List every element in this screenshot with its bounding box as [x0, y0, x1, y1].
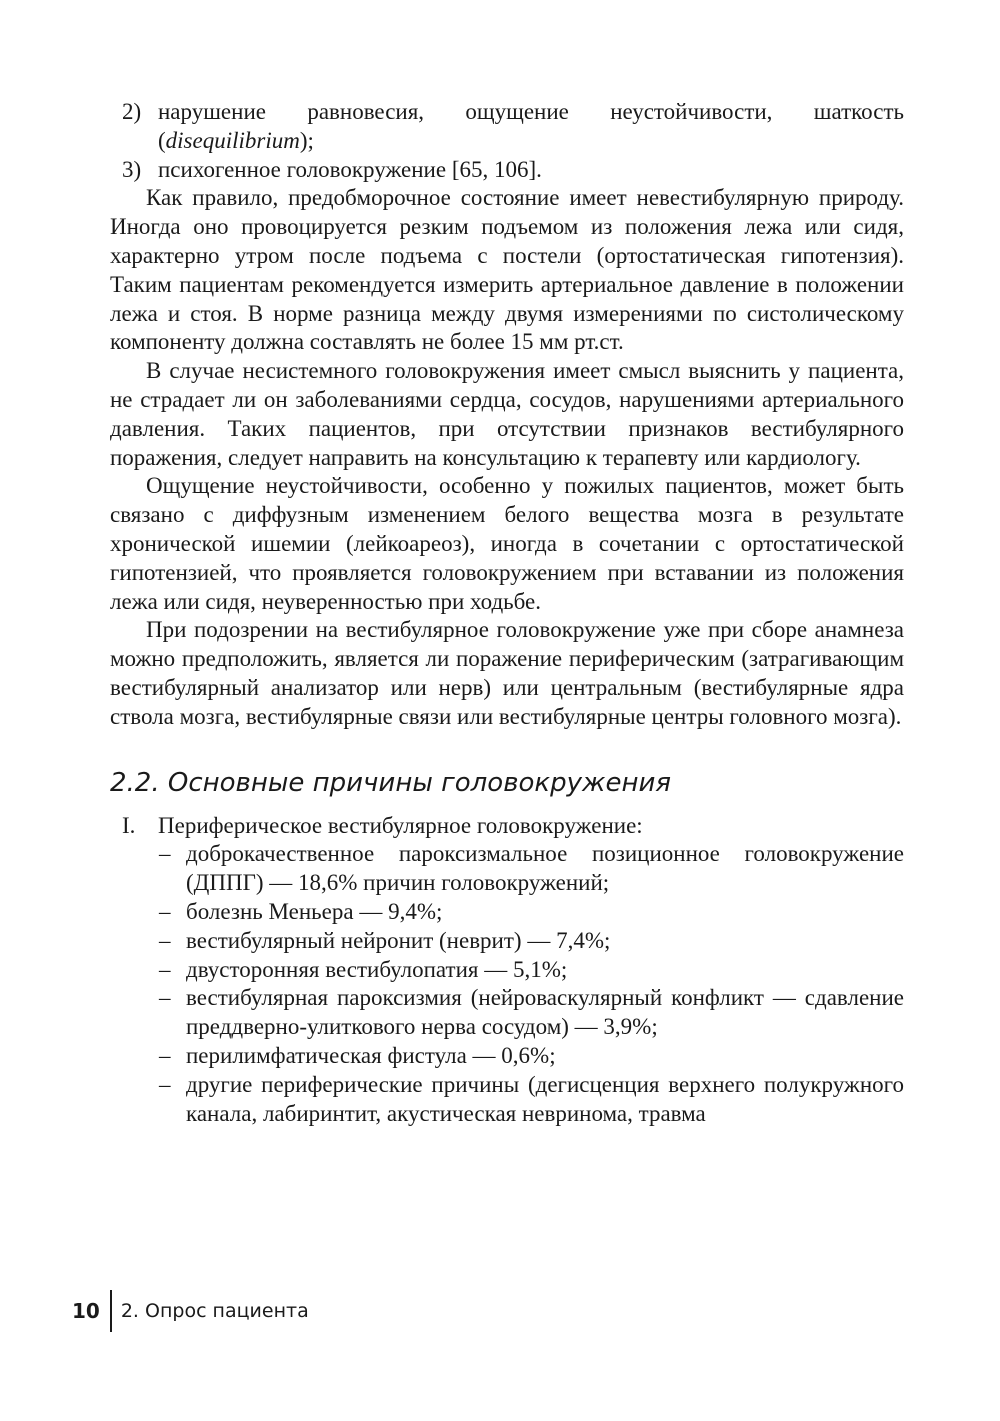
list-item-text: перилимфатическая фистула — 0,6%; [186, 1042, 556, 1068]
list-item-text: вестибулярный нейронит (неврит) — 7,4%; [186, 927, 611, 953]
running-title: 2. Опрос пациента [120, 1300, 309, 1322]
dash-bullet: – [159, 841, 171, 867]
list-item [159, 927, 904, 956]
list-item-text: другие периферические причины (дегисценция верхнего полукружного канала, лабиринтит, акустическая невринома, травма [186, 1071, 904, 1126]
list-item [159, 984, 904, 1042]
roman-item-text: Периферическое вестибулярное головокружение: [158, 812, 643, 838]
item-text-tail: ); [299, 127, 314, 153]
item-text: нарушение равновесия, ощущение неустойчивости, шаткость ( [158, 99, 904, 153]
item-text: психогенное головокружение [65, 106]. [158, 156, 542, 182]
dash-bullet: – [159, 1042, 171, 1068]
page-number: 10 [72, 1299, 100, 1323]
dash-bullet: – [159, 927, 171, 953]
list-item [159, 898, 904, 927]
dash-bullet: – [159, 898, 171, 924]
item-italic-term: disequilibrium [165, 127, 300, 153]
list-item [159, 956, 904, 985]
item-number: 3) [122, 156, 142, 182]
list-item-text: болезнь Меньера — 9,4%; [186, 898, 443, 924]
paragraph: При подозрении на вестибулярное головокружение уже при сборе анамнеза можно предположить, является ли поражение периферическим (затрагивающим вестибулярный анализатор или нерв) или центральным (вестибулярные ядра ствола мозга, вестибулярные связи или вестибулярные центры головного мозга). [110, 617, 904, 729]
causes-list [110, 840, 904, 1128]
roman-numeral: I. [122, 812, 136, 838]
numbered-item-3 [110, 156, 904, 185]
paragraph: Ощущение неустойчивости, особенно у пожилых пациентов, может быть связано с диффузным изменением белого вещества мозга в результате хронической ишемии (лейкоареоз), иногда в сочетании с ортостатической гипотензией, что проявляется головокружением при вставании из положения лежа или сидя, неуверенностью при ходьбе. [110, 473, 904, 614]
dash-bullet: – [159, 956, 171, 982]
list-item-text: двусторонняя вестибулопатия — 5,1%; [186, 956, 568, 982]
section-heading: 2.2. Основные причины головокружения [110, 767, 671, 798]
list-item-text: вестибулярная пароксизмия (нейроваскулярный конфликт — сдавление преддверно-улиткового нерва сосудом) — 3,9%; [186, 985, 904, 1040]
page-body [110, 98, 904, 1128]
paragraph: В случае несистемного головокружения имеет смысл выяснить у пациента, не страдает ли он заболеваниями сердца, сосудов, нарушениями артериального давления. Таких пациентов, при отсутствии признаков вестибулярного поражения, следует направить на консультацию к терапевту или кардиологу. [110, 358, 904, 470]
page-footer [72, 1290, 309, 1332]
paragraph: Как правило, предобморочное состояние имеет невестибулярную природу. Иногда оно провоцируется резким подъемом из положения лежа или сидя, характерно утром после подъема с постели (ортостатическая гипотензия). Таким пациентам рекомендуется измерить артериальное давление в положении лежа и стоя. В норме разница между двумя измерениями по систолическому компоненту должна составлять не более 15 мм рт.ст. [110, 185, 904, 355]
dash-bullet: – [159, 1071, 171, 1097]
dash-bullet: – [159, 985, 171, 1011]
item-number: 2) [122, 99, 142, 124]
roman-list-item [110, 812, 904, 841]
list-item-text: доброкачественное пароксизмальное позиционное головокружение (ДППГ) — 18,6% причин головокружений; [186, 841, 904, 896]
numbered-item-2 [110, 98, 904, 156]
list-item [159, 1071, 904, 1129]
list-item [159, 1042, 904, 1071]
list-item [159, 840, 904, 898]
